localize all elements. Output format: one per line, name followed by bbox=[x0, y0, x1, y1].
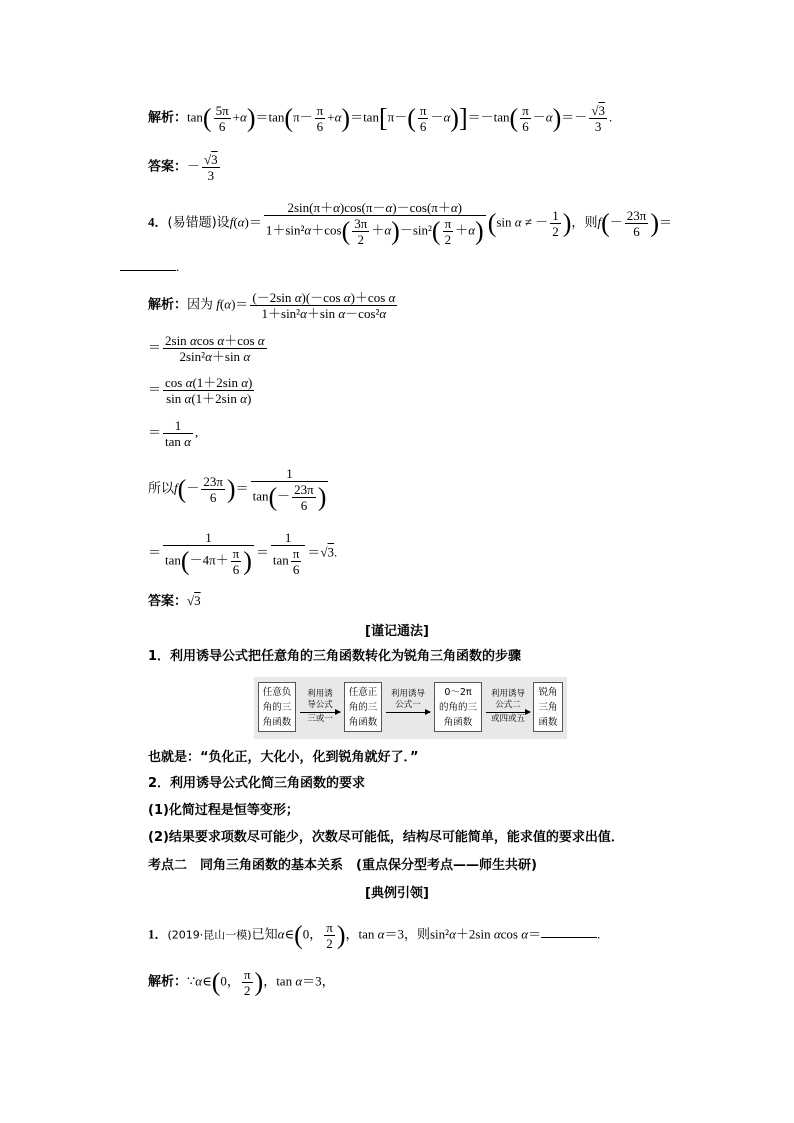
solution-4-line-2: ＝ $\frac{\text{2sin αcos α＋cos α}}{\text{2sin²α＋sin α}}$ bbox=[148, 333, 265, 364]
solution-4-line-1: 解析：因为 f(α)＝ $\frac{\text{(－2sin α)(－cos α)＋cos α}}{\text{1＋sin²α＋sin α－cos²α}}$ bbox=[148, 290, 396, 321]
summary-line: 也就是：“负化正，大化小，化到锐角就好了．” bbox=[148, 750, 419, 765]
section-title-jinji: [谨记通法] bbox=[365, 624, 429, 639]
word-ze: 则 bbox=[416, 927, 430, 943]
flow-arrow-3: 利用诱导 公式二 或四或五 bbox=[486, 689, 530, 725]
answer-blank bbox=[541, 925, 597, 938]
tip-1: 1．利用诱导公式把任意角的三角函数转化为锐角三角函数的步骤 bbox=[148, 649, 522, 664]
solution-label: 解析： bbox=[148, 297, 188, 313]
solution-4-line-4: ＝ $\frac{1}{\text{tan α}}$ , bbox=[148, 418, 199, 449]
solution-label: 解析： bbox=[148, 974, 188, 990]
flow-box-4: 锐角 三角 函数 bbox=[533, 682, 563, 732]
flow-box-3: 0～2π 的角的三 角函数 bbox=[434, 682, 482, 732]
question-source: (2019·昆山一模) bbox=[167, 928, 252, 942]
solution-label: 解析： bbox=[148, 110, 188, 126]
question-number: 1． bbox=[148, 926, 168, 942]
answer-blank-line: . bbox=[120, 258, 179, 276]
answer-label: 答案： bbox=[148, 594, 188, 609]
question-4: 4．(易错题)设f(α)＝ 2sin(π＋α)cos(π－α)－cos(π＋α) 1＋sin²α＋cos( $\frac{3\pi}{2}$ ＋α)－sin²( $\frac{\pi}{2}$ ＋α) (sin α ≠ － $\frac{1}{2}$ )，则f(－ $\frac{23\pi}{6}$ )＝ bbox=[148, 200, 673, 247]
tip-2: 2．利用诱导公式化简三角函数的要求 bbox=[148, 776, 366, 791]
answer-label: 答案： bbox=[148, 159, 188, 175]
word-she: 设 bbox=[216, 215, 230, 231]
example-question-1: 1．(2019·昆山一模)已知α∈(0， $\frac{\pi}{2}$ )，tan α＝3，则sin²α＋2sin αcos α＝ . bbox=[148, 920, 601, 951]
solution-4-line-6: ＝ 1 tan(－4π＋ $\frac{\pi}{6}$ ) ＝ 1 tan $\frac{\pi}{6}$ ＝√3. bbox=[148, 530, 338, 577]
requirement-2: (2)结果要求项数尽可能少，次数尽可能低，结构尽可能简单，能求值的要求出值． bbox=[148, 830, 624, 845]
example-solution-line: 解析：∵α∈(0， $\frac{\pi}{2}$ )，tan α＝3， bbox=[148, 967, 335, 998]
solution-4-line-5: 所以f(－ $\frac{23\pi}{6}$ )＝ 1 tan(－ $\frac{23\pi}{6}$ ) bbox=[148, 466, 327, 513]
flow-box-2: 任意正 角的三 角函数 bbox=[344, 682, 382, 732]
answer-line-1: 答案：－ $\frac{√3}{3}$ bbox=[148, 152, 218, 183]
kaodian-heading: 考点二 同角三角函数的基本关系 (重点保分型考点——师生共研) bbox=[148, 858, 537, 873]
solution-line-1: 解析：tan( $\frac{5\pi}{6}$ +α)＝tan(π－ $\frac{\pi}{6}$ +α)＝tan[π－( $\frac{\pi}{6}$ －α)]＝－tan( $\frac{\pi}{6}$ －α)＝－ $\frac{√3}{3}$ . bbox=[148, 103, 613, 134]
word-ze: 则 bbox=[584, 215, 598, 231]
word-yinwei: 因为 bbox=[187, 297, 214, 313]
answer-blank bbox=[120, 258, 176, 271]
answer-line-4: 答案：√3 bbox=[148, 593, 201, 609]
flow-arrow-1: 利用诱 导公式 三或一 bbox=[300, 689, 340, 725]
requirement-1: (1)化简过程是恒等变形； bbox=[148, 803, 299, 818]
question-number: 4． bbox=[148, 214, 168, 230]
flow-box-1: 任意负 角的三 角函数 bbox=[258, 682, 296, 732]
flow-arrow-2: 利用诱导 公式一 bbox=[386, 689, 430, 714]
question-tag: (易错题) bbox=[167, 215, 217, 231]
word-yizhi: 已知 bbox=[251, 927, 278, 943]
flowchart bbox=[254, 677, 567, 739]
section-title-dianli: [典例引领] bbox=[365, 886, 429, 901]
word-suoyi: 所以 bbox=[148, 481, 175, 497]
solution-4-line-3: ＝ $\frac{\text{cos α(1＋2sin α)}}{\text{sin α(1＋2sin α)}}$ bbox=[148, 375, 253, 406]
